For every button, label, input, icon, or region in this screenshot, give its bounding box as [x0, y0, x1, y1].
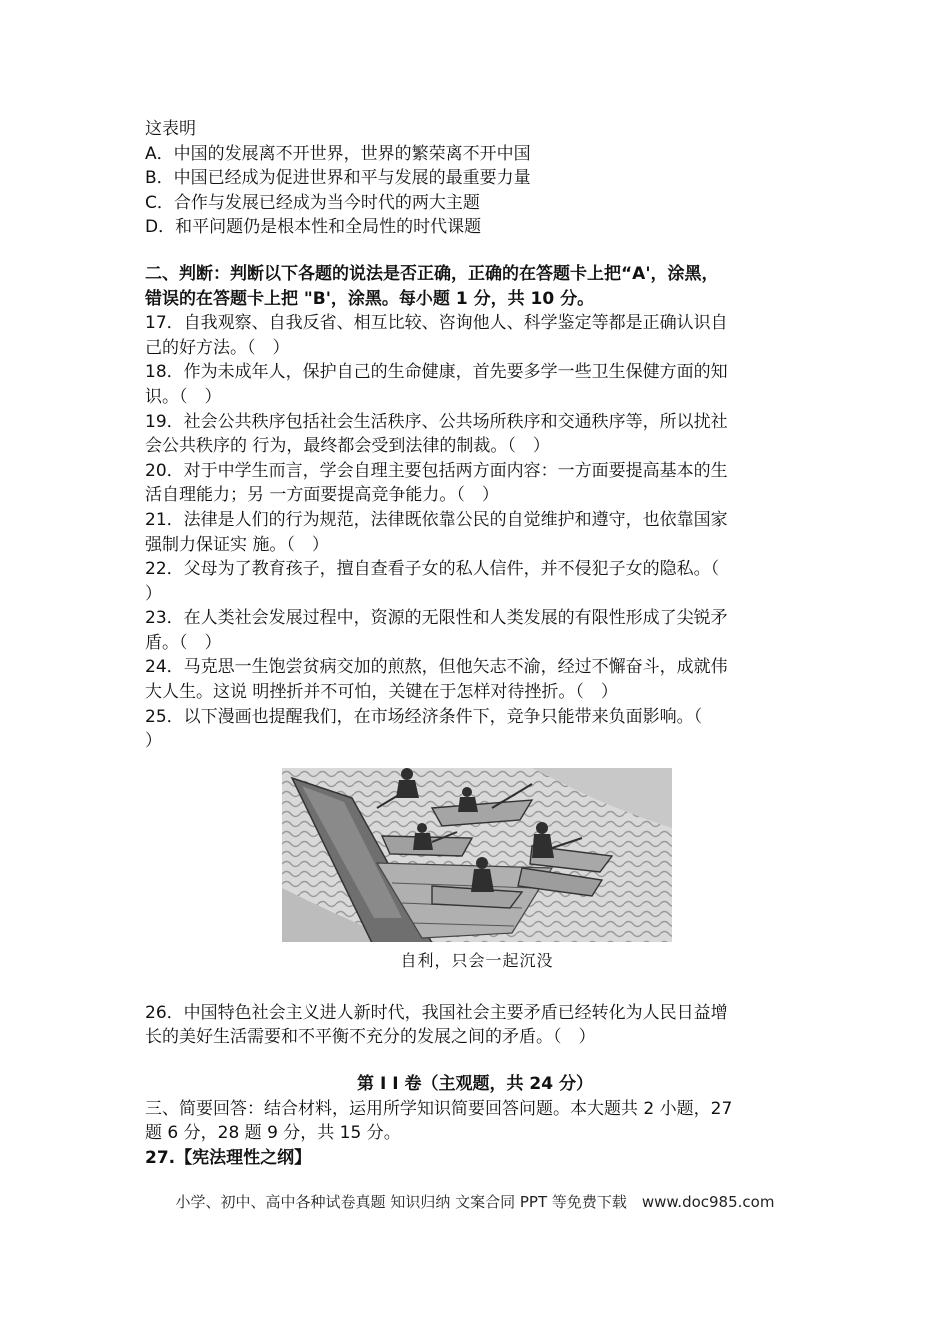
question-27-title: 27.【宪法理性之纲】 — [145, 1147, 312, 1168]
exam-page — [145, 117, 805, 1170]
question-21 — [145, 508, 805, 557]
option-d: D．和平问题仍是根本性和全局性的时代课题 — [145, 217, 482, 238]
question-24 — [145, 655, 805, 704]
option-c: C．合作与发展已经成为当今时代的两大主题 — [145, 192, 480, 213]
section3-heading-line2: 题 6 分，28 题 9 分，共 15 分。 — [145, 1123, 401, 1144]
question-22 — [145, 557, 805, 606]
question-line: 26．中国特色社会主义进人新时代，我国社会主要矛盾已经转化为人民日益增 — [145, 1002, 728, 1023]
question-line: ） — [145, 731, 162, 752]
question-23 — [145, 606, 805, 655]
question-17 — [145, 311, 805, 360]
question-line: 20．对于中学生而言，学会自理主要包括两方面内容：一方面要提高基本的生 — [145, 460, 728, 481]
cartoon-caption: 自利，只会一起沉没 — [400, 950, 554, 970]
question-20 — [145, 459, 805, 508]
question-line: 强制力保证实 施。（ ） — [145, 534, 329, 555]
question-line: 21．法律是人们的行为规范，法律既依靠公民的自觉维护和遵守，也依靠国家 — [145, 509, 728, 530]
question-line: 19．社会公共秩序包括社会生活秩序、公共场所秩序和交通秩序等，所以扰社 — [145, 411, 728, 432]
question-19 — [145, 410, 805, 459]
question-line: 识。（ ） — [145, 386, 222, 407]
question-line: 长的美好生活需要和不平衡不充分的发展之间的矛盾。（ ） — [145, 1027, 596, 1048]
question-18 — [145, 360, 805, 409]
section3-heading-line1: 三、简要回答：结合材料，运用所学知识简要回答问题。本大题共 2 小题，27 — [145, 1098, 733, 1119]
question-line: 盾。（ ） — [145, 632, 222, 653]
boats-cartoon — [282, 768, 672, 971]
question-stem-tail: 这表明 — [145, 119, 196, 139]
question-line: 22．父母为了教育孩子，擅自查看子女的私人信件，并不侵犯子女的隐私。（ — [145, 559, 720, 580]
question-line: 23．在人类社会发展过程中，资源的无限性和人类发展的有限性形成了尖锐矛 — [145, 608, 728, 629]
question-line: 活自理能力；另 一方面要提高竞争能力。（ ） — [145, 485, 499, 506]
question-line: 己的好方法。（ ） — [145, 337, 290, 358]
question-line: ） — [145, 583, 162, 604]
section2-heading-line1: 二、判断：判断以下各题的说法是否正确，正确的在答题卡上把“A'，涂黑， — [145, 263, 719, 284]
cartoon-illustration — [282, 768, 672, 942]
question-line: 24．马克思一生饱尝贫病交加的煎熬，但他矢志不渝，经过不懈奋斗，成就伟 — [145, 657, 728, 678]
question-25 — [145, 705, 805, 754]
question-line: 17．自我观察、自我反省、相互比较、咨询他人、科学鉴定等都是正确认识自 — [145, 313, 728, 334]
section2-heading-line2: 错误的在答题卡上把 "B'，涂黑。每小题 1 分，共 10 分。 — [145, 288, 595, 309]
question-line: 18．作为未成年人，保护自己的生命健康，首先要多学一些卫生保健方面的知 — [145, 362, 728, 383]
question-line: 会公共秩序的 行为，最终都会受到法律的制裁。（ ） — [145, 436, 550, 457]
question-26 — [145, 1001, 805, 1050]
page-footer: 小学、初中、高中各种试卷真题 知识归纳 文案合同 PPT 等免费下载 www.doc985.com — [175, 1193, 775, 1211]
option-a: A．中国的发展离不开世界，世界的繁荣离不开中国 — [145, 143, 531, 164]
question-line: 25．以下漫画也提醒我们，在市场经济条件下，竞争只能带来负面影响。（ — [145, 706, 703, 727]
question-line: 大人生。这说 明挫折并不可怕，关键在于怎样对待挫折。（ ） — [145, 682, 618, 703]
option-b: B．中国已经成为促进世界和平与发展的最重要力量 — [145, 168, 531, 189]
part2-title: 第 I I 卷（主观题，共 24 分） — [357, 1074, 593, 1095]
